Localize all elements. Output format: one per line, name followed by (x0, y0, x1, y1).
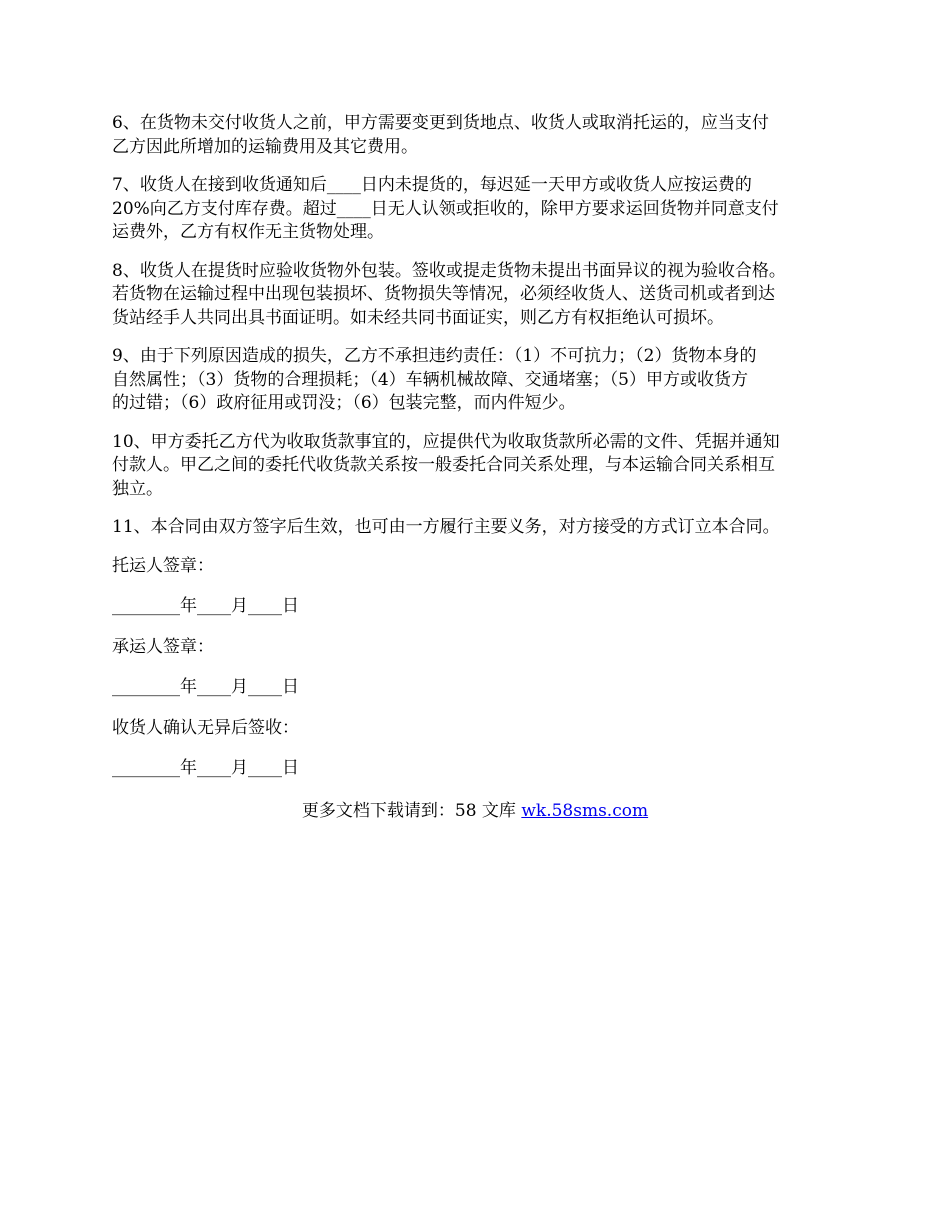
clause-line: 6、在货物未交付收货人之前，甲方需要变更到货地点、收货人或取消托运的，应当支付 (112, 113, 769, 133)
clause-11 (112, 516, 834, 540)
clause-line: 运费外，乙方有权作无主货物处理。 (112, 222, 384, 242)
clause-line: 11、本合同由双方签字后生效，也可由一方履行主要义务，对方接受的方式订立本合同。 (112, 517, 780, 537)
shipper-date-line: ________年____月____日 (112, 596, 299, 616)
footer-text: 更多文档下载请到：58 文库 (301, 801, 522, 821)
consignee-date-line: ________年____月____日 (112, 758, 299, 778)
clause-10 (112, 431, 834, 502)
clause-line: 若货物在运输过程中出现包装损坏、货物损失等情况，必须经收货人、送货司机或者到达 (112, 284, 775, 304)
clause-line: 10、甲方委托乙方代为收取货款事宜的，应提供代为收取货款所必需的文件、凭据并通知 (112, 431, 780, 452)
carrier-date-line: ________年____月____日 (112, 677, 299, 697)
footer-link[interactable]: wk.58sms.com (521, 801, 649, 821)
carrier-signature-label: 承运人签章： (112, 636, 214, 657)
clause-line: 付款人。甲乙之间的委托代收货款关系按一般委托合同关系处理，与本运输合同关系相互 (112, 455, 775, 475)
footer (0, 800, 950, 823)
clause-line: 自然属性；（3）货物的合理损耗；（4）车辆机械故障、交通堵塞；（5）甲方或收货方 (112, 369, 748, 390)
clause-line: 货站经手人共同出具书面证明。如未经共同书面证实，则乙方有权拒绝认可损坏。 (112, 307, 724, 328)
clause-line: 8、收货人在提货时应验收货物外包装。签收或提走货物未提出书面异议的视为验收合格。 (112, 260, 786, 281)
clause-line: 20%向乙方支付库存费。超过____日无人认领或拒收的，除甲方要求运回货物并同意支付 (112, 198, 779, 219)
clause-line: 7、收货人在接到收货通知后____日内未提货的，每迟延一天甲方或收货人应按运费的 (112, 175, 752, 195)
clause-7 (112, 174, 834, 245)
consignee-signature-label: 收货人确认无异后签收： (112, 717, 299, 738)
clause-9 (112, 345, 834, 416)
clause-6 (112, 112, 834, 159)
document-body (112, 112, 834, 798)
shipper-signature-label: 托运人签章： (112, 555, 214, 576)
clause-line: 9、由于下列原因造成的损失，乙方不承担违约责任：（1）不可抗力；（2）货物本身的 (112, 346, 757, 366)
clause-line: 的过错；（6）政府征用或罚没；（6）包装完整，而内件短少。 (112, 393, 576, 413)
clause-8 (112, 260, 834, 331)
clause-line: 独立。 (112, 478, 163, 499)
clause-line: 乙方因此所增加的运输费用及其它费用。 (112, 136, 418, 157)
